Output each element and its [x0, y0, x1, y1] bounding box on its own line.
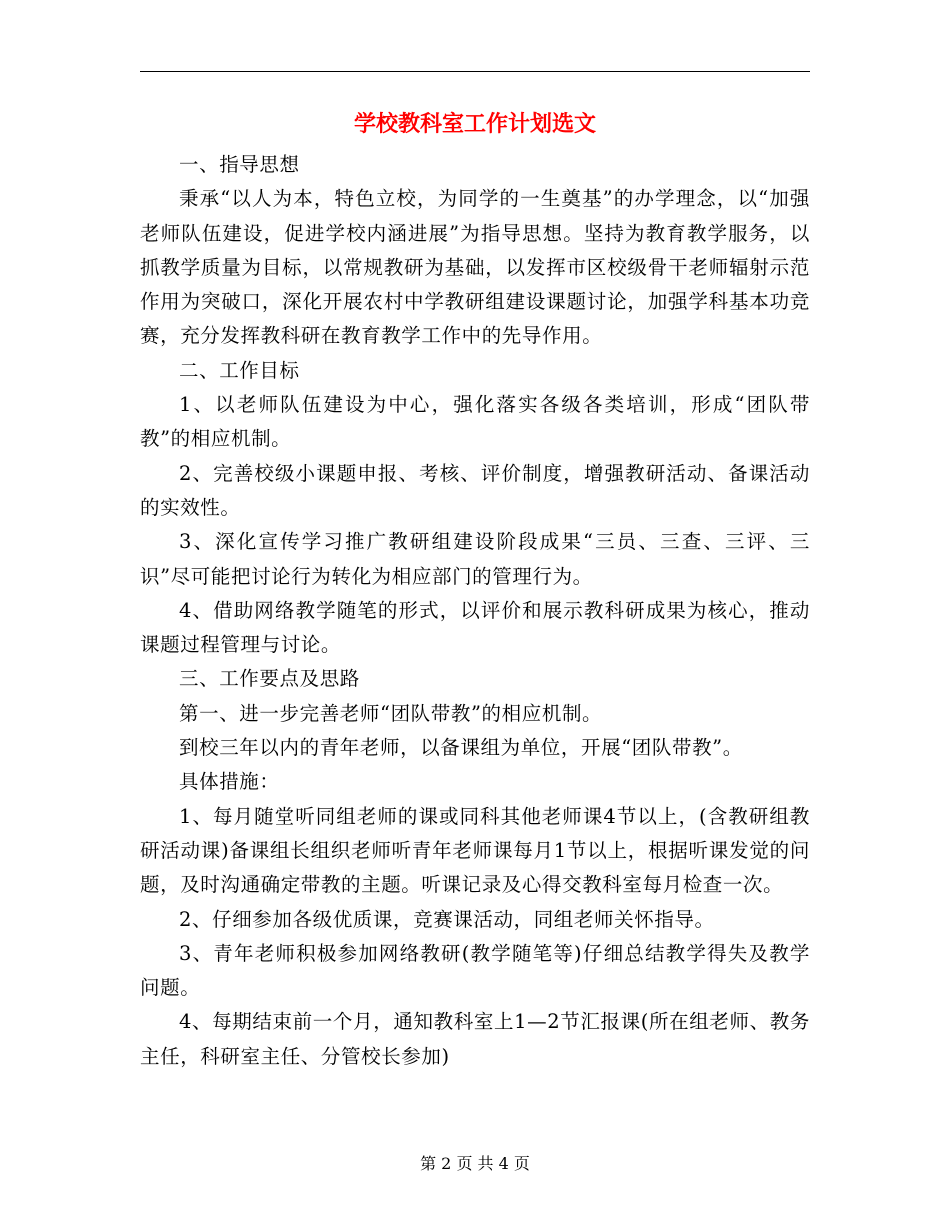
paragraph-measure-1: 1、每月随堂听同组老师的课或同科其他老师课4节以上，(含教研组教研活动课)备课组长组织老师听青年老师课每月1节以上，根据听课发觉的问题，及时沟通确定带教的主题。听课记录及心得交教科室每月检查一次。 — [140, 804, 810, 897]
section-heading-key-points: 三、工作要点及思路 — [179, 667, 360, 691]
document-body — [140, 148, 810, 1074]
page-footer: 第 2 页 共 4 页 — [420, 1154, 530, 1173]
section-heading-work-goals: 二、工作目标 — [179, 358, 300, 382]
paragraph-measure-2: 2、仔细参加各级优质课，竞赛课活动，同组老师关怀指导。 — [179, 907, 715, 931]
paragraph-measure-4: 4、每期结束前一个月，通知教科室上1—2节汇报课(所在组老师、教务主任，科研室主任、分管校长参加) — [140, 1010, 810, 1068]
section-heading-guiding-ideology: 一、指导思想 — [179, 153, 300, 176]
paragraph-goal-3: 3、深化宣传学习推广教研组建设阶段成果“三员、三查、三评、三识”尽可能把讨论行为转化为相应部门的管理行为。 — [140, 530, 810, 588]
paragraph-first-point: 第一、进一步完善老师“团队带教”的相应机制。 — [179, 701, 603, 725]
paragraph-guiding-ideology: 秉承“以人为本，特色立校，为同学的一生奠基”的办学理念，以“加强老师队伍建设，促进学校内涵进展”为指导思想。坚持为教育教学服务，以抓教学质量为目标，以常规教研为基础，以发挥市区校级骨干老师辐射示范作用为突破口，深化开展农村中学教研组建设课题讨论，加强学科基本功竞赛，充分发挥教科研在教育教学工作中的先导作用。 — [140, 187, 810, 348]
paragraph-goal-2: 2、完善校级小课题申报、考核、评价制度，增强教研活动、备课活动的实效性。 — [140, 461, 810, 519]
paragraph-measure-3: 3、青年老师积极参加网络教研(教学随笔等)仔细总结教学得失及教学问题。 — [140, 941, 810, 1000]
paragraph-measures-label: 具体措施： — [179, 770, 280, 794]
paragraph-goal-1: 1、以老师队伍建设为中心，强化落实各级各类培训，形成“团队带教”的相应机制。 — [140, 393, 810, 451]
paragraph-young-teachers: 到校三年以内的青年老师，以备课组为单位，开展“团队带教”。 — [179, 736, 743, 760]
header-rule — [140, 71, 810, 72]
document-title: 学校教科室工作计划选文 — [353, 112, 596, 137]
paragraph-goal-4: 4、借助网络教学随笔的形式，以评价和展示教科研成果为核心，推动课题过程管理与讨论。 — [140, 598, 810, 657]
